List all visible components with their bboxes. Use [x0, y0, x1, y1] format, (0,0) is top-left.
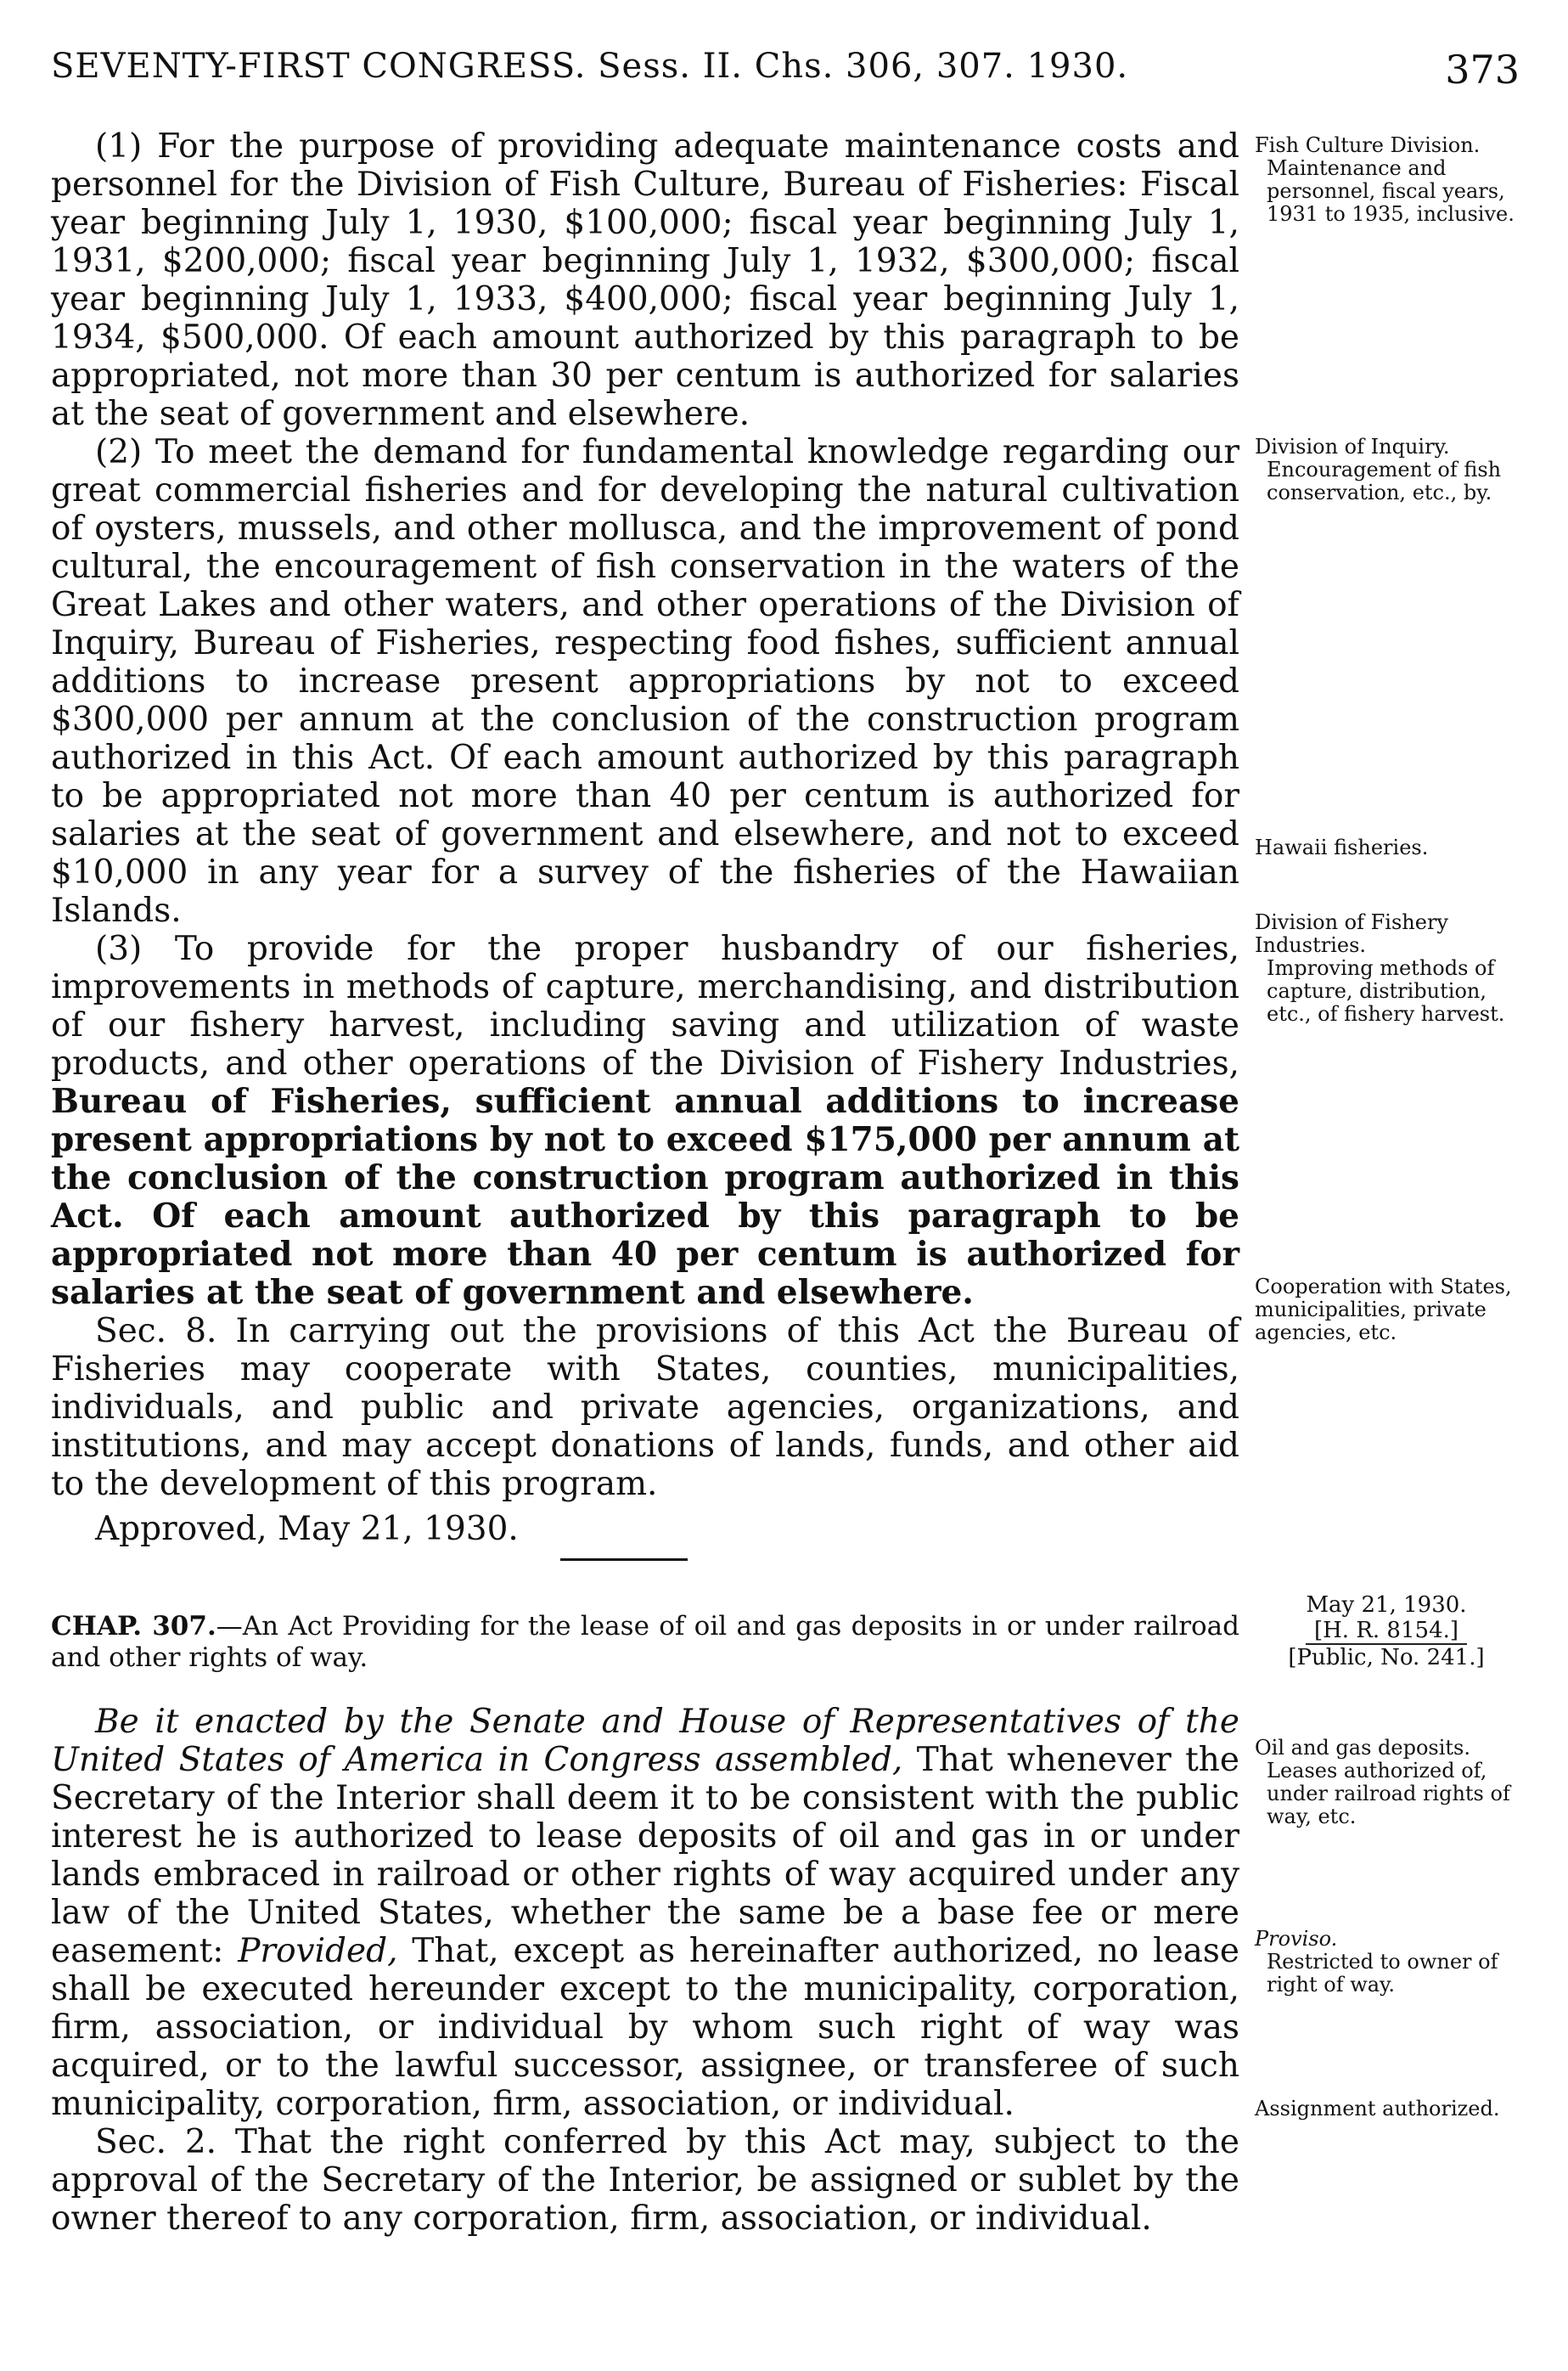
p3-text: (3) To provide for the proper husbandry of our fisheries, improvements in methods of capture, merchandising, and distribution of our fishery harvest, including saving and utilization of waste products, and other operations of the Division of Fishery Industries, [51, 930, 1239, 1083]
provided-word: Provided, [238, 1932, 398, 1970]
page-number: 373 [1445, 47, 1520, 93]
main-text-upper [51, 127, 1239, 1548]
margin-note-fishery-industries: Division of Fishery Industries. Improving methods of capture, distribution, etc., of fishery harvest. [1255, 910, 1505, 1026]
paragraph-section-2: Sec. 2. That the right conferred by this Act may, subject to the approval of the Secretary of the Interior, be assigned or sublet by the owner thereof to any corporation, firm, association, or individual. [51, 2123, 1239, 2238]
chapter-title: —An Act Providing for the lease of oil and gas deposits in or under railroad and other rights of way. [51, 1611, 1240, 1673]
approved-line: Approved, May 21, 1930. [95, 1510, 519, 1548]
bill-reference [1255, 1592, 1518, 1670]
paragraph-enacting-clause [51, 1703, 1239, 2123]
paragraph-division-inquiry: (2) To meet the demand for fundamental knowledge regarding our great commercial fisheries and for developing the natural cultivation of oysters, mussels, and other mollusca, and the improvement of pond cultural, the encouragement of fish conservation in the waters of the Great Lakes and other waters, and other operations of the Division of Inquiry, Bureau of Fisheries, respecting food fishes, sufficient annual additions to increase present appropriations by not to exceed $300,000 per annum at the conclusion of the construction program authorized in this Act. Of each amount authorized by this paragraph to be appropriated not more than 40 per centum is authorized for salaries at the seat of government and elsewhere, and not to exceed $10,000 in any year for a survey of the fisheries of the Hawaiian Islands. [51, 433, 1239, 930]
paragraph-section-8: Sec. 8. In carrying out the provisions of this Act the Bureau of Fisheries may cooperate with States, counties, municipalities, individuals, and public and private agencies, organizations, and institutions, and may accept donations of lands, funds, and other aid to the development of this program. [51, 1312, 1239, 1503]
margin-note-fish-culture: Fish Culture Division. Maintenance and personnel, fiscal years, 1931 to 1935, inclusive. [1255, 133, 1515, 226]
chapter-label: CHAP. 307. [51, 1611, 216, 1642]
margin-note-oil-gas: Oil and gas deposits. Leases authorized of, under railroad rights of way, etc. [1255, 1736, 1510, 1828]
margin-note-assignment: Assignment authorized. [1255, 2097, 1500, 2120]
enacting-end: That, except as hereinafter authorized, no lease shall be executed hereunder except to the municipality, corporation, firm, association, or individual by whom such right of way was acquired, or to the lawful successor, assignee, or transferee of such municipality, corporation, firm, association, or individual. [51, 1932, 1239, 2123]
chapter-heading [51, 1611, 1239, 1674]
page-header [51, 47, 1520, 106]
p3-bold-text: Bureau of Fisheries, sufficient annual additions to increase present appropriations by not to exceed $175,000 per annum at the conclusion of the construction program authorized in this Act. Of each amount authorized by this paragraph to be appropriated not more than 40 per centum is authorized for salaries at the seat of government and elsewhere. [51, 1082, 1239, 1312]
bill-public-number: [Public, No. 241.] [1288, 1645, 1485, 1670]
bill-hr-number: [H. R. 8154.] [1306, 1618, 1467, 1645]
bill-date: May 21, 1930. [1306, 1592, 1467, 1618]
margin-note-inquiry: Division of Inquiry. Encouragement of fish conservation, etc., by. [1255, 435, 1502, 504]
paragraph-fishery-industries [51, 930, 1239, 1312]
section-divider [560, 1558, 688, 1561]
main-text-lower [51, 1703, 1239, 2238]
running-head: SEVENTY-FIRST CONGRESS. Sess. II. Chs. 306, 307. 1930. [51, 47, 1129, 86]
margin-note-hawaii: Hawaii fisheries. [1255, 836, 1429, 859]
enacting-formula: Be it enacted by the Senate and House of Representatives of the United States of America in Congress assembled, [51, 1703, 1239, 1779]
enacting-text: That whenever the Secretary of the Interior shall deem it to be consistent with the public interest he is authorized to lease deposits of oil and gas in or under lands embraced in railroad or other rights of way acquired under any law of the United States, whether the same be a base fee or mere easement: [51, 1741, 1239, 1970]
margin-note-proviso: Proviso. Restricted to owner of right of way. [1255, 1927, 1498, 1996]
margin-note-cooperation: Cooperation with States, municipalities, private agencies, etc. [1255, 1275, 1512, 1344]
paragraph-fish-culture: (1) For the purpose of providing adequate maintenance costs and personnel for the Division of Fish Culture, Bureau of Fisheries: Fiscal year beginning July 1, 1930, $100,000; fiscal year beginning July 1, 1931, $200,000; fiscal year beginning July 1, 1932, $300,000; fiscal year beginning July 1, 1933, $400,000; fiscal year beginning July 1, 1934, $500,000. Of each amount authorized by this paragraph to be appropriated, not more than 30 per centum is authorized for salaries at the seat of government and elsewhere. [51, 127, 1239, 433]
